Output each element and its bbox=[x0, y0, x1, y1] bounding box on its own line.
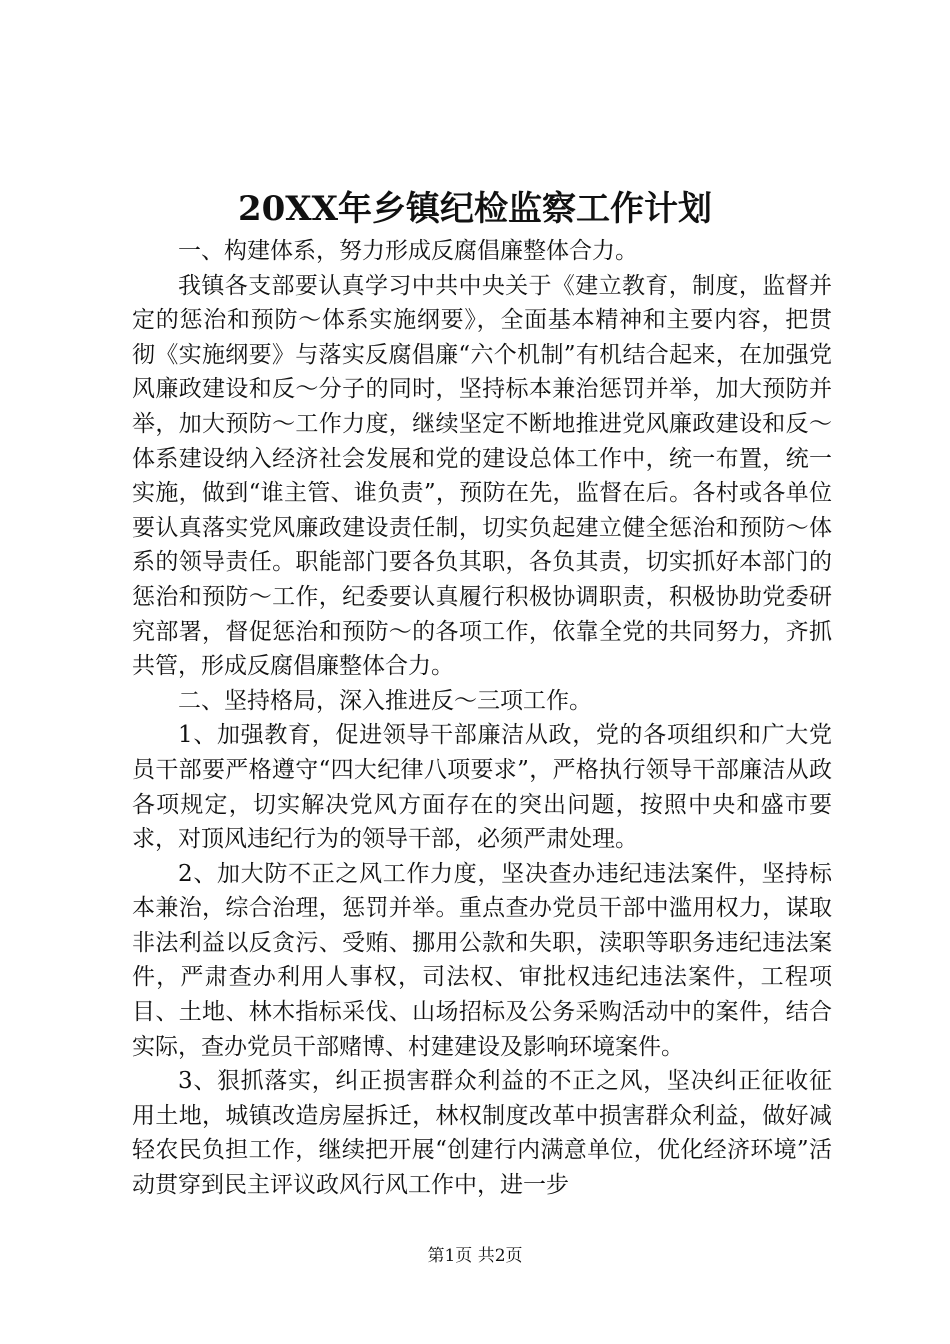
section-heading-1: 一、构建体系，努力形成反腐倡廉整体合力。 bbox=[178, 238, 638, 264]
paragraph-item-1: 1、加强教育，促进领导干部廉洁从政，党的各项组织和广大党员干部要严格遵守“四大纪律八项要求”，严格执行领导干部廉洁从政各项规定，切实解决党风方面存在的突出问题，按照中央和盛市要求，对顶风违纪行为的领导干部，必须严肃处理。 bbox=[132, 722, 832, 853]
section-heading-2: 二、坚持格局，深入推进反～三项工作。 bbox=[178, 687, 592, 714]
paragraph-item-3: 3、狠抓落实，纠正损害群众利益的不正之风，坚决纠正征收征用土地，城镇改造房屋拆迁，林权制度改革中损害群众利益，做好减轻农民负担工作，继续把开展“创建行内满意单位，优化经济环境”活动贯穿到民主评议政风行风工作中，进一步 bbox=[132, 1068, 832, 1199]
page-footer: 第1页 共2页 bbox=[427, 1246, 523, 1266]
document-body bbox=[132, 234, 832, 1203]
document-title: 20XX年乡镇纪检监察工作计划 bbox=[237, 189, 713, 229]
paragraph-item-2: 2、加大防不正之风工作力度，坚决查办违纪违法案件，坚持标本兼治，综合治理，惩罚并举。重点查办党员干部中滥用权力，谋取非法利益以反贪污、受贿、挪用公款和失职，渎职等职务违纪违法案件，严肃查办利用人事权，司法权、审批权违纪违法案件，工程项目、土地、林木指标采伐、山场招标及公务采购活动中的案件，结合实际，查办党员干部赌博、村建建设及影响环境案件。 bbox=[132, 860, 832, 1060]
paragraph-1: 我镇各支部要认真学习中共中央关于《建立教育，制度，监督并定的惩治和预防～体系实施纲要》，全面基本精神和主要内容，把贯彻《实施纲要》与落实反腐倡廉“六个机制”有机结合起来，在加强党风廉政建设和反～分子的同时，坚持标本兼治惩罚并举，加大预防并举，加大预防～工作力度，继续坚定不断地推进党风廉政建设和反～体系建设纳入经济社会发展和党的建设总体工作中，统一布置，统一实施，做到“谁主管、谁负责”，预防在先，监督在后。各村或各单位要认真落实党风廉政建设责任制，切实负起建立健全惩治和预防～体系的领导责任。职能部门要各负其职，各负其责，切实抓好本部门的惩治和预防～工作，纪委要认真履行积极协调职责，积极协助党委研究部署，督促惩治和预防～的各项工作，依靠全党的共同努力，齐抓共管，形成反腐倡廉整体合力。 bbox=[132, 272, 832, 680]
